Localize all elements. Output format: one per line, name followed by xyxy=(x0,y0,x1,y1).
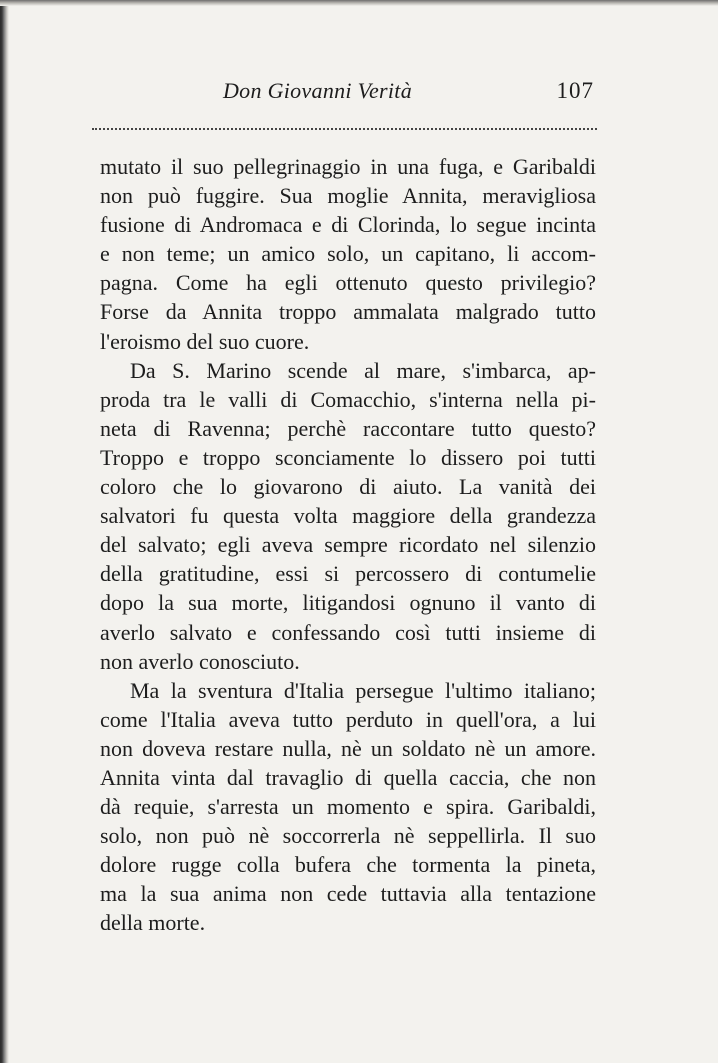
text-line: neta di Ravenna; perchè raccontare tutto questo? xyxy=(100,415,596,441)
header-dotted-rule xyxy=(92,128,597,130)
text-line: dà requie, s'arresta un momento e spira. Garibaldi, xyxy=(100,794,596,820)
text-line: Annita vinta dal travaglio di quella caccia, che non xyxy=(100,764,596,790)
text-line: dolore rugge colla bufera che tormenta la pineta, xyxy=(100,852,596,878)
text-line: averlo salvato e confessando così tutti insieme di xyxy=(100,619,596,645)
text-line: proda tra le valli di Comacchio, s'interna nella pi- xyxy=(100,386,596,412)
body-text xyxy=(100,152,596,938)
text-line: non averlo conosciuto. xyxy=(100,648,300,674)
text-line: non doveva restare nulla, nè un soldato nè un amore. xyxy=(100,735,596,761)
text-line: pagna. Come ha egli ottenuto questo privilegio? xyxy=(100,270,596,296)
text-line: salvatori fu questa volta maggiore della grandezza xyxy=(100,503,596,529)
text-line: fusione di Andromaca e di Clorinda, lo segue incinta xyxy=(100,212,596,238)
paragraph-1 xyxy=(100,152,596,356)
paragraph-3 xyxy=(100,676,596,938)
text-line: della gratitudine, essi si percossero di contumelie xyxy=(100,561,596,587)
page-spine-shadow xyxy=(0,0,9,1063)
text-line: coloro che lo giovarono di aiuto. La vanità dei xyxy=(100,474,596,500)
page-top-shadow xyxy=(0,0,718,6)
text-line: come l'Italia aveva tutto perduto in quell'ora, a lui xyxy=(100,706,596,732)
text-line: mutato il suo pellegrinaggio in una fuga, e Garibaldi xyxy=(100,154,596,179)
page-number: 107 xyxy=(556,78,594,103)
text-line: ma la sua anima non cede tuttavia alla tentazione xyxy=(100,881,596,907)
text-line: Ma la sventura d'Italia persegue l'ultimo italiano; xyxy=(130,677,596,703)
text-line: Forse da Annita troppo ammalata malgrado tutto xyxy=(100,299,596,325)
text-line: dopo la sua morte, litigandosi ognuno il vanto di xyxy=(100,590,596,616)
text-line: solo, non può nè soccorrerla nè seppellirla. Il suo xyxy=(100,823,596,849)
text-line: Da S. Marino scende al mare, s'imbarca, ap- xyxy=(130,357,596,383)
paragraph-2 xyxy=(100,356,596,676)
text-line: l'eroismo del suo cuore. xyxy=(100,328,310,354)
text-line: non può fuggire. Sua moglie Annita, meravigliosa xyxy=(100,183,596,209)
text-line: Troppo e troppo sconciamente lo dissero poi tutti xyxy=(100,444,596,470)
running-title: Don Giovanni Verità xyxy=(222,78,412,103)
running-head xyxy=(90,78,600,112)
text-line: della morte. xyxy=(100,910,206,936)
text-line: del salvato; egli aveva sempre ricordato nel silenzio xyxy=(100,532,596,558)
text-line: e non teme; un amico solo, un capitano, li accom- xyxy=(100,241,596,267)
